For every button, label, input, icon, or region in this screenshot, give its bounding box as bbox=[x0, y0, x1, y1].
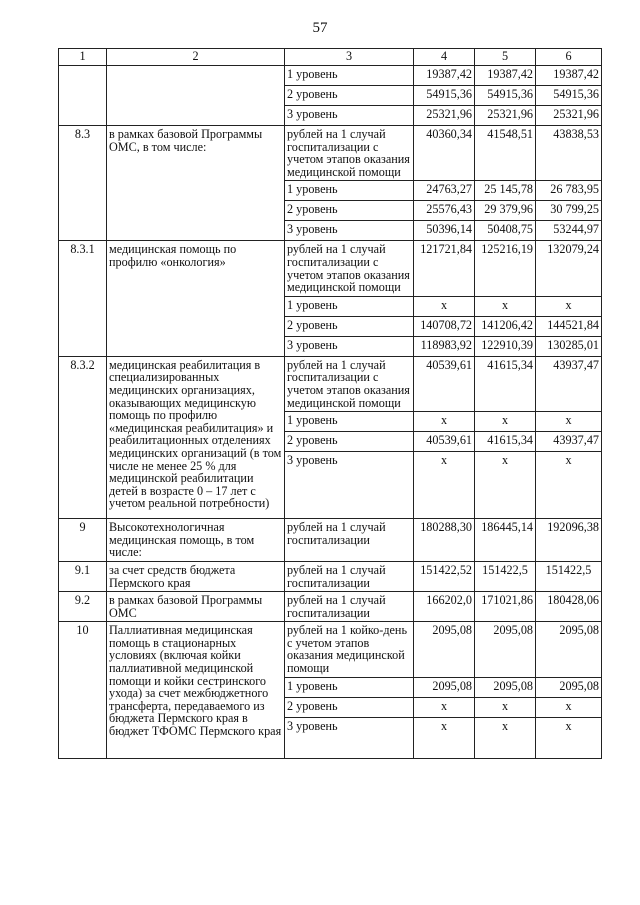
row-number-cell: 9.2 bbox=[59, 592, 107, 622]
level-label: 3 уровень bbox=[285, 336, 414, 356]
value-cell: х bbox=[536, 412, 602, 432]
unit-cell: рублей на 1 случай госпитализации bbox=[285, 592, 414, 622]
value-cell: 132079,24 bbox=[536, 241, 602, 296]
value-cell: 25321,96 bbox=[414, 106, 475, 126]
unit-cell: рублей на 1 койко-день с учетом этапов оказания медицинской помощи bbox=[285, 622, 414, 677]
value-cell: 40360,34 bbox=[414, 126, 475, 181]
row-name-cell: медицинская реабилитация в специализированных медицинских организациях, оказывающих медицинскую помощь по профилю «медицинская реабилитация» и реабилитационных отделениях медицинских организаций (в том числе не менее 25 % для медицинской реабилитации детей в возрасте 0 – 17 лет с учетом реальной потребности) bbox=[107, 356, 285, 518]
level-label: 1 уровень bbox=[285, 412, 414, 432]
value-cell: х bbox=[475, 412, 536, 432]
row-number-cell: 8.3 bbox=[59, 126, 107, 241]
table-row bbox=[59, 66, 602, 86]
level-label: 1 уровень bbox=[285, 677, 414, 697]
value-cell: 25576,43 bbox=[414, 201, 475, 221]
value-cell: 43838,53 bbox=[536, 126, 602, 181]
value-cell: х bbox=[536, 717, 602, 758]
row-number-cell: 9.1 bbox=[59, 561, 107, 591]
column-header: 3 bbox=[285, 49, 414, 66]
value-cell: 2095,08 bbox=[414, 622, 475, 677]
level-label: 2 уровень bbox=[285, 86, 414, 106]
value-cell: 2095,08 bbox=[414, 677, 475, 697]
unit-cell: рублей на 1 случай госпитализации bbox=[285, 519, 414, 562]
table-row bbox=[59, 622, 602, 677]
row-name-cell: медицинская помощь по профилю «онкология» bbox=[107, 241, 285, 356]
value-cell: 2095,08 bbox=[475, 622, 536, 677]
value-cell: 54915,36 bbox=[536, 86, 602, 106]
table-row bbox=[59, 356, 602, 411]
level-label: 3 уровень bbox=[285, 221, 414, 241]
header-row bbox=[59, 49, 602, 66]
value-cell: 151422,5 bbox=[475, 561, 536, 591]
row-number-cell: 10 bbox=[59, 622, 107, 758]
value-cell: 125216,19 bbox=[475, 241, 536, 296]
value-cell: 2095,08 bbox=[475, 677, 536, 697]
value-cell: 30 799,25 bbox=[536, 201, 602, 221]
level-label: 1 уровень bbox=[285, 181, 414, 201]
unit-cell: рублей на 1 случай госпитализации с учетом этапов оказания медицинской помощи bbox=[285, 356, 414, 411]
value-cell: 166202,0 bbox=[414, 592, 475, 622]
row-number-cell: 8.3.1 bbox=[59, 241, 107, 356]
value-cell: 130285,01 bbox=[536, 336, 602, 356]
value-cell: 2095,08 bbox=[536, 622, 602, 677]
value-cell: 122910,39 bbox=[475, 336, 536, 356]
value-cell: 25321,96 bbox=[475, 106, 536, 126]
value-cell: 180288,30 bbox=[414, 519, 475, 562]
value-cell: х bbox=[475, 717, 536, 758]
level-label: 3 уровень bbox=[285, 452, 414, 519]
level-label: 2 уровень bbox=[285, 201, 414, 221]
level-label: 2 уровень bbox=[285, 697, 414, 717]
row-name-cell: в рамках базовой Программы ОМС, в том числе: bbox=[107, 126, 285, 241]
value-cell: 43937,47 bbox=[536, 356, 602, 411]
value-cell: х bbox=[414, 296, 475, 316]
value-cell: 180428,06 bbox=[536, 592, 602, 622]
row-name-cell bbox=[107, 66, 285, 126]
row-name-cell: Паллиативная медицинская помощь в стационарных условиях (включая койки паллиативной медицинской помощи и койки сестринского ухода) за счет межбюджетного трансферта, передаваемого из бюджета Пермского края в бюджет ТФОМС Пермского края bbox=[107, 622, 285, 758]
level-label: 1 уровень bbox=[285, 66, 414, 86]
value-cell: 19387,42 bbox=[536, 66, 602, 86]
value-cell: 151422,5 bbox=[536, 561, 602, 591]
table-row bbox=[59, 126, 602, 181]
value-cell: 41615,34 bbox=[475, 432, 536, 452]
value-cell: х bbox=[475, 697, 536, 717]
row-name-cell: за счет средств бюджета Пермского края bbox=[107, 561, 285, 591]
value-cell: 54915,36 bbox=[414, 86, 475, 106]
page-number: 57 bbox=[312, 20, 328, 36]
value-cell: 53244,97 bbox=[536, 221, 602, 241]
row-number-cell: 9 bbox=[59, 519, 107, 562]
value-cell: 121721,84 bbox=[414, 241, 475, 296]
value-cell: 19387,42 bbox=[475, 66, 536, 86]
value-cell: х bbox=[536, 296, 602, 316]
row-number-cell: 8.3.2 bbox=[59, 356, 107, 518]
column-header: 5 bbox=[475, 49, 536, 66]
unit-cell: рублей на 1 случай госпитализации bbox=[285, 561, 414, 591]
value-cell: 29 379,96 bbox=[475, 201, 536, 221]
value-cell: х bbox=[536, 452, 602, 519]
unit-cell: рублей на 1 случай госпитализации с учетом этапов оказания медицинской помощи bbox=[285, 126, 414, 181]
value-cell: 26 783,95 bbox=[536, 181, 602, 201]
level-label: 3 уровень bbox=[285, 717, 414, 758]
value-cell: х bbox=[475, 296, 536, 316]
value-cell: 19387,42 bbox=[414, 66, 475, 86]
value-cell: 50396,14 bbox=[414, 221, 475, 241]
value-cell: 186445,14 bbox=[475, 519, 536, 562]
value-cell: 151422,52 bbox=[414, 561, 475, 591]
tariff-table bbox=[58, 48, 602, 759]
row-name-cell: Высокотехнологичная медицинская помощь, в том числе: bbox=[107, 519, 285, 562]
value-cell: х bbox=[414, 412, 475, 432]
table-row bbox=[59, 519, 602, 562]
value-cell: х bbox=[475, 452, 536, 519]
value-cell: 192096,38 bbox=[536, 519, 602, 562]
row-name-cell: в рамках базовой Программы ОМС bbox=[107, 592, 285, 622]
unit-cell: рублей на 1 случай госпитализации с учетом этапов оказания медицинской помощи bbox=[285, 241, 414, 296]
column-header: 6 bbox=[536, 49, 602, 66]
level-label: 2 уровень bbox=[285, 316, 414, 336]
value-cell: 41615,34 bbox=[475, 356, 536, 411]
column-header: 2 bbox=[107, 49, 285, 66]
table-row bbox=[59, 241, 602, 296]
value-cell: 25321,96 bbox=[536, 106, 602, 126]
value-cell: х bbox=[536, 697, 602, 717]
table-row bbox=[59, 561, 602, 591]
value-cell: 41548,51 bbox=[475, 126, 536, 181]
value-cell: 40539,61 bbox=[414, 432, 475, 452]
column-header: 4 bbox=[414, 49, 475, 66]
value-cell: 118983,92 bbox=[414, 336, 475, 356]
value-cell: х bbox=[414, 717, 475, 758]
value-cell: 171021,86 bbox=[475, 592, 536, 622]
value-cell: 141206,42 bbox=[475, 316, 536, 336]
level-label: 3 уровень bbox=[285, 106, 414, 126]
column-header: 1 bbox=[59, 49, 107, 66]
value-cell: 25 145,78 bbox=[475, 181, 536, 201]
value-cell: 24763,27 bbox=[414, 181, 475, 201]
level-label: 1 уровень bbox=[285, 296, 414, 316]
value-cell: х bbox=[414, 452, 475, 519]
value-cell: 140708,72 bbox=[414, 316, 475, 336]
table-row bbox=[59, 592, 602, 622]
value-cell: 144521,84 bbox=[536, 316, 602, 336]
value-cell: 43937,47 bbox=[536, 432, 602, 452]
value-cell: 50408,75 bbox=[475, 221, 536, 241]
level-label: 2 уровень bbox=[285, 432, 414, 452]
value-cell: х bbox=[414, 697, 475, 717]
value-cell: 2095,08 bbox=[536, 677, 602, 697]
row-number-cell bbox=[59, 66, 107, 126]
value-cell: 54915,36 bbox=[475, 86, 536, 106]
value-cell: 40539,61 bbox=[414, 356, 475, 411]
